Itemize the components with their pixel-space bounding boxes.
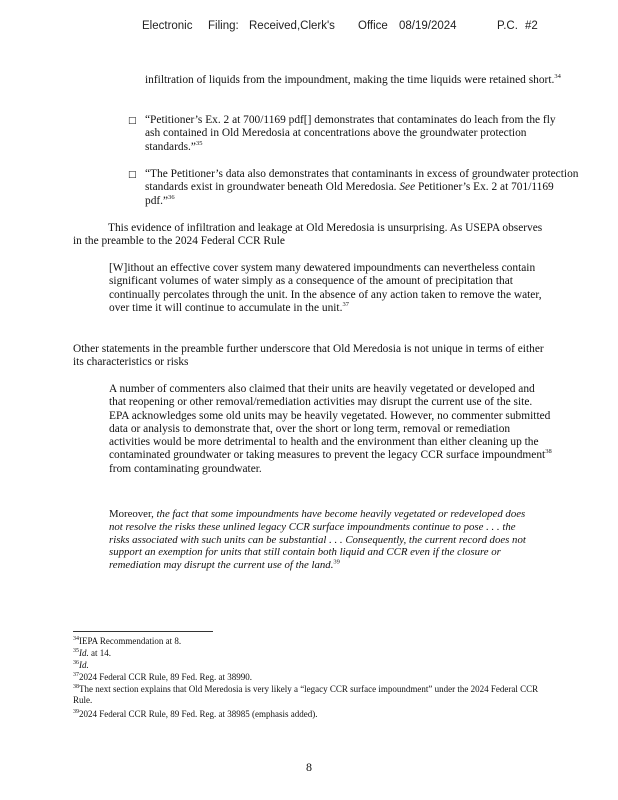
header-pc: P.C. — [497, 20, 518, 32]
paragraph-continuation: infiltration of liquids from the impoundment, making the time liquids were retained short.$^{34}$ — [145, 73, 561, 86]
footnote-ref: 39 — [333, 558, 340, 566]
footnote-separator — [73, 631, 213, 632]
header-pc-number: #2 — [525, 20, 538, 32]
block-quote: A number of commenters also claimed that their units are heavily vegetated or developed and that reopening or other removal/remediation activities may disrupt the current use of the site. EPA acknowledges some old units may be heavily vegetated. However, no commenter submitted data or analysis to demonstrate that, over the short or long term, removal or remediation activities would be more detrimental to health and the environment than either cleaning up the contaminated groundwater or taking measures to prevent the legacy CCR surface impoundment$^{38}$ from contaminating groundwater. — [109, 383, 552, 475]
footnote: $^{37}$2024 Federal CCR Rule, 89 Fed. Reg. at 38990. — [73, 672, 252, 682]
bullet-item: “The Petitioner’s data also demonstrates that contaminants in excess of groundwater protection standards exist in groundwater beneath Old Meredosia. See Petitioner’s Ex. 2 at 701/1169 pdf.”$^{36}$ — [145, 168, 579, 207]
footnote: $^{39}$2024 Federal CCR Rule, 89 Fed. Reg. at 38985 (emphasis added). — [73, 709, 318, 719]
footnote: $^{38}$The next section explains that Old Meredosia is very likely a “legacy CCR surface impoundment” under the 2024 Federal CCR Rule. — [73, 684, 539, 705]
bullet-marker-icon: □ — [128, 116, 137, 126]
header-date: 08/19/2024 — [399, 20, 457, 32]
footnote: $^{34}$IEPA Recommendation at 8. — [73, 636, 182, 646]
footnote-ref: 37 — [342, 301, 349, 309]
block-quote-italic: Moreover, the fact that some impoundments have become heavily vegetated or redeveloped does not resolve the risks these unlined legacy CCR surface impoundments continue to pose . . . the risks associated with such units can be substantial . . . Consequently, the current record does not support an exemption for units that still contain both liquid and CCR even if the closure or remediation may disrupt the current use of the land.$^{39}$ — [109, 508, 526, 572]
page-number: 8 — [306, 760, 312, 774]
bullet-item: “Petitioner’s Ex. 2 at 700/1169 pdf[] demonstrates that contaminates do leach from the fly ash contained in Old Meredosia at concentrations above the groundwater protection standards.”$^{35}$ — [145, 114, 556, 153]
header-office: Office — [358, 20, 388, 32]
footnote-ref: 38 — [545, 448, 552, 456]
bullet-marker-icon: □ — [128, 170, 137, 180]
footnote-ref: 36 — [168, 193, 175, 201]
footnote-ref: 34 — [554, 73, 561, 81]
footnote: $^{36}$Id. — [73, 660, 89, 670]
header-filing: Filing: — [208, 20, 239, 32]
header-received: Received,Clerk's — [249, 20, 335, 32]
header-electronic: Electronic — [142, 20, 193, 32]
body-paragraph: This evidence of infiltration and leakage at Old Meredosia is unsurprising. As USEPA observes in the preamble to the 2024 Federal CCR Rule — [73, 222, 543, 248]
body-paragraph: Other statements in the preamble further underscore that Old Meredosia is not unique in terms of either its characteristics or risks — [73, 343, 544, 369]
block-quote: [W]ithout an effective cover system many dewatered impoundments can nevertheless contain significant volumes of water simply as a consequence of the amount of precipitation that continually percolates through the unit. In the absence of any action taken to remove the water, over time it will continue to accumulate in the unit.$^{37}$ — [109, 262, 542, 314]
footnote: $^{35}$Id. at 14. — [73, 648, 111, 658]
footnote-ref: 35 — [195, 139, 203, 147]
